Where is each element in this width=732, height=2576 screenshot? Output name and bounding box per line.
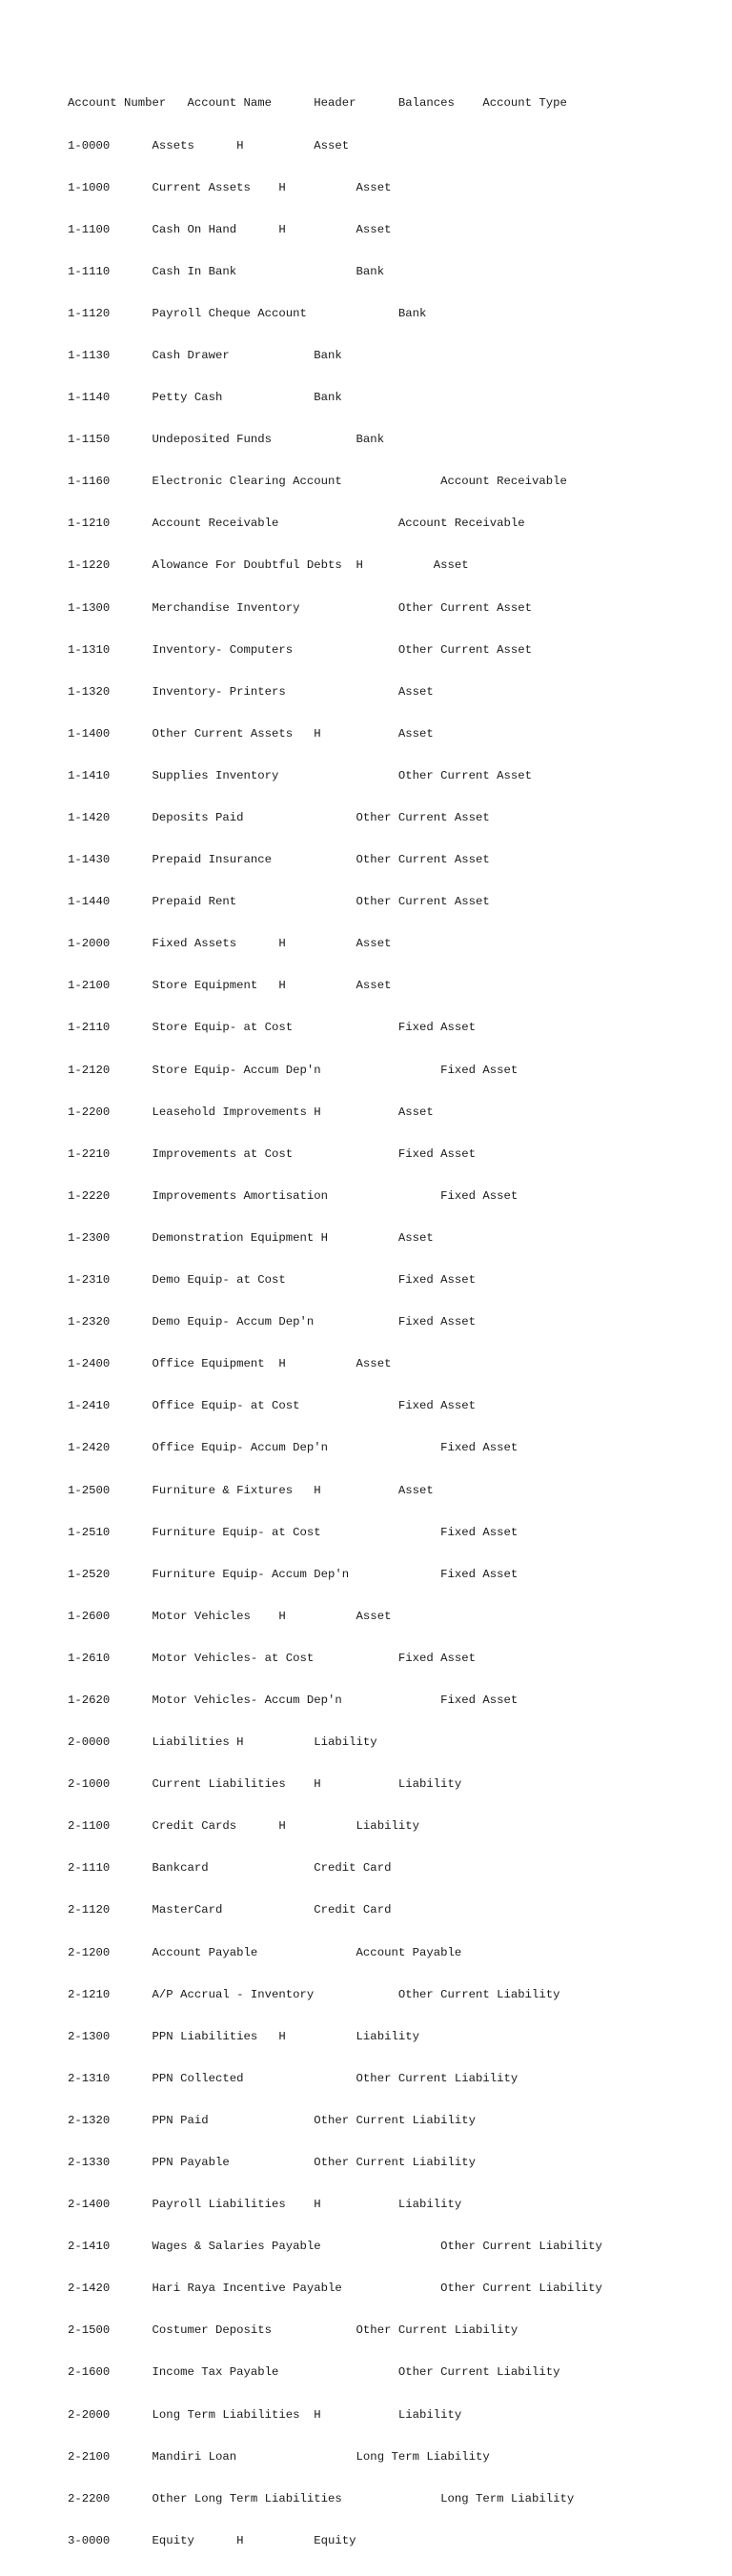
account-line: 1-1140 Petty Cash Bank	[68, 391, 342, 405]
account-line: 2-1410 Wages & Salaries Payable Other Current Liability	[68, 2240, 602, 2254]
account-line: 1-1440 Prepaid Rent Other Current Asset	[68, 895, 490, 909]
account-line: 1-2310 Demo Equip- at Cost Fixed Asset	[68, 1273, 477, 1288]
account-line: 1-2600 Motor Vehicles H Asset	[68, 1609, 392, 1623]
account-line: 1-1300 Merchandise Inventory Other Current Asset	[68, 600, 533, 615]
account-line: 2-2000 Long Term Liabilities H Liability	[68, 2407, 462, 2422]
account-line: 1-1410 Supplies Inventory Other Current Asset	[68, 768, 533, 782]
account-line: 1-2510 Furniture Equip- at Cost Fixed Asset	[68, 1525, 518, 1539]
account-line: 1-2420 Office Equip- Accum Dep'n Fixed Asset	[68, 1441, 518, 1455]
account-line: 2-1300 PPN Liabilities H Liability	[68, 2029, 419, 2043]
account-line: 2-1310 PPN Collected Other Current Liability	[68, 2071, 518, 2085]
account-line: 1-0000 Assets H Asset	[68, 138, 350, 152]
account-line: 1-1210 Account Receivable Account Receivable	[68, 517, 525, 531]
chart-of-accounts-listing	[68, 69, 602, 2576]
account-line: 1-1420 Deposits Paid Other Current Asset	[68, 811, 490, 824]
account-line: 2-1400 Payroll Liabilities H Liability	[68, 2198, 462, 2212]
account-line: 1-1150 Undeposited Funds Bank	[68, 433, 385, 447]
account-line: 1-2100 Store Equipment H Asset	[68, 979, 392, 993]
account-line: 1-1220 Alowance For Doubtful Debts H Asset	[68, 558, 469, 573]
account-line: 2-1210 A/P Accrual - Inventory Other Current Liability	[68, 1987, 560, 2001]
account-line: 2-1320 PPN Paid Other Current Liability	[68, 2113, 477, 2127]
account-line: 1-2610 Motor Vehicles- at Cost Fixed Asset	[68, 1651, 477, 1665]
account-line: 1-2520 Furniture Equip- Accum Dep'n Fixed Asset	[68, 1567, 518, 1581]
account-line: 1-1120 Payroll Cheque Account Bank	[68, 306, 427, 320]
account-line: 1-2300 Demonstration Equipment H Asset	[68, 1230, 434, 1245]
account-line: 2-2100 Mandiri Loan Long Term Liability	[68, 2449, 490, 2464]
account-line: 1-1130 Cash Drawer Bank	[68, 348, 342, 362]
account-line: 2-1000 Current Liabilities H Liability	[68, 1777, 462, 1792]
account-line: 2-2200 Other Long Term Liabilities Long Term Liability	[68, 2491, 575, 2505]
account-line: 2-1110 Bankcard Credit Card	[68, 1861, 392, 1876]
column-header-line: Account Number Account Name Header Balances Account Type	[68, 96, 567, 111]
account-line: 1-1430 Prepaid Insurance Other Current Asset	[68, 853, 490, 867]
account-line: 1-1000 Current Assets H Asset	[68, 180, 392, 194]
account-line: 1-2320 Demo Equip- Accum Dep'n Fixed Asset	[68, 1315, 477, 1329]
account-line: 2-1120 MasterCard Credit Card	[68, 1903, 392, 1917]
account-line: 1-2200 Leasehold Improvements H Asset	[68, 1105, 434, 1119]
account-line: 1-2400 Office Equipment H Asset	[68, 1357, 392, 1371]
account-line: 1-2110 Store Equip- at Cost Fixed Asset	[68, 1021, 477, 1035]
account-line: 2-0000 Liabilities H Liability	[68, 1735, 377, 1750]
account-line: 2-1200 Account Payable Account Payable	[68, 1945, 462, 1959]
account-line: 1-1400 Other Current Assets H Asset	[68, 726, 434, 740]
account-line: 1-1110 Cash In Bank Bank	[68, 264, 385, 278]
account-line: 2-1100 Credit Cards H Liability	[68, 1819, 419, 1834]
account-line: 1-1320 Inventory- Printers Asset	[68, 684, 434, 699]
account-line: 3-0000 Equity H Equity	[68, 2533, 356, 2547]
account-line: 1-2210 Improvements at Cost Fixed Asset	[68, 1146, 477, 1161]
account-line: 2-1600 Income Tax Payable Other Current Liability	[68, 2365, 560, 2380]
account-line: 1-1160 Electronic Clearing Account Account Receivable	[68, 475, 567, 489]
account-line: 1-2410 Office Equip- at Cost Fixed Asset	[68, 1399, 477, 1413]
account-line: 1-2620 Motor Vehicles- Accum Dep'n Fixed Asset	[68, 1693, 518, 1707]
account-line: 1-2000 Fixed Assets H Asset	[68, 937, 392, 951]
account-line: 2-1330 PPN Payable Other Current Liability	[68, 2156, 477, 2169]
account-line: 1-1100 Cash On Hand H Asset	[68, 222, 392, 236]
account-line: 1-1310 Inventory- Computers Other Current Asset	[68, 642, 533, 657]
account-line: 1-2220 Improvements Amortisation Fixed Asset	[68, 1188, 518, 1203]
account-line: 1-2500 Furniture & Fixtures H Asset	[68, 1483, 434, 1497]
account-line: 2-1420 Hari Raya Incentive Payable Other Current Liability	[68, 2282, 602, 2296]
account-line: 2-1500 Costumer Deposits Other Current Liability	[68, 2323, 518, 2338]
account-line: 1-2120 Store Equip- Accum Dep'n Fixed Asset	[68, 1063, 518, 1077]
